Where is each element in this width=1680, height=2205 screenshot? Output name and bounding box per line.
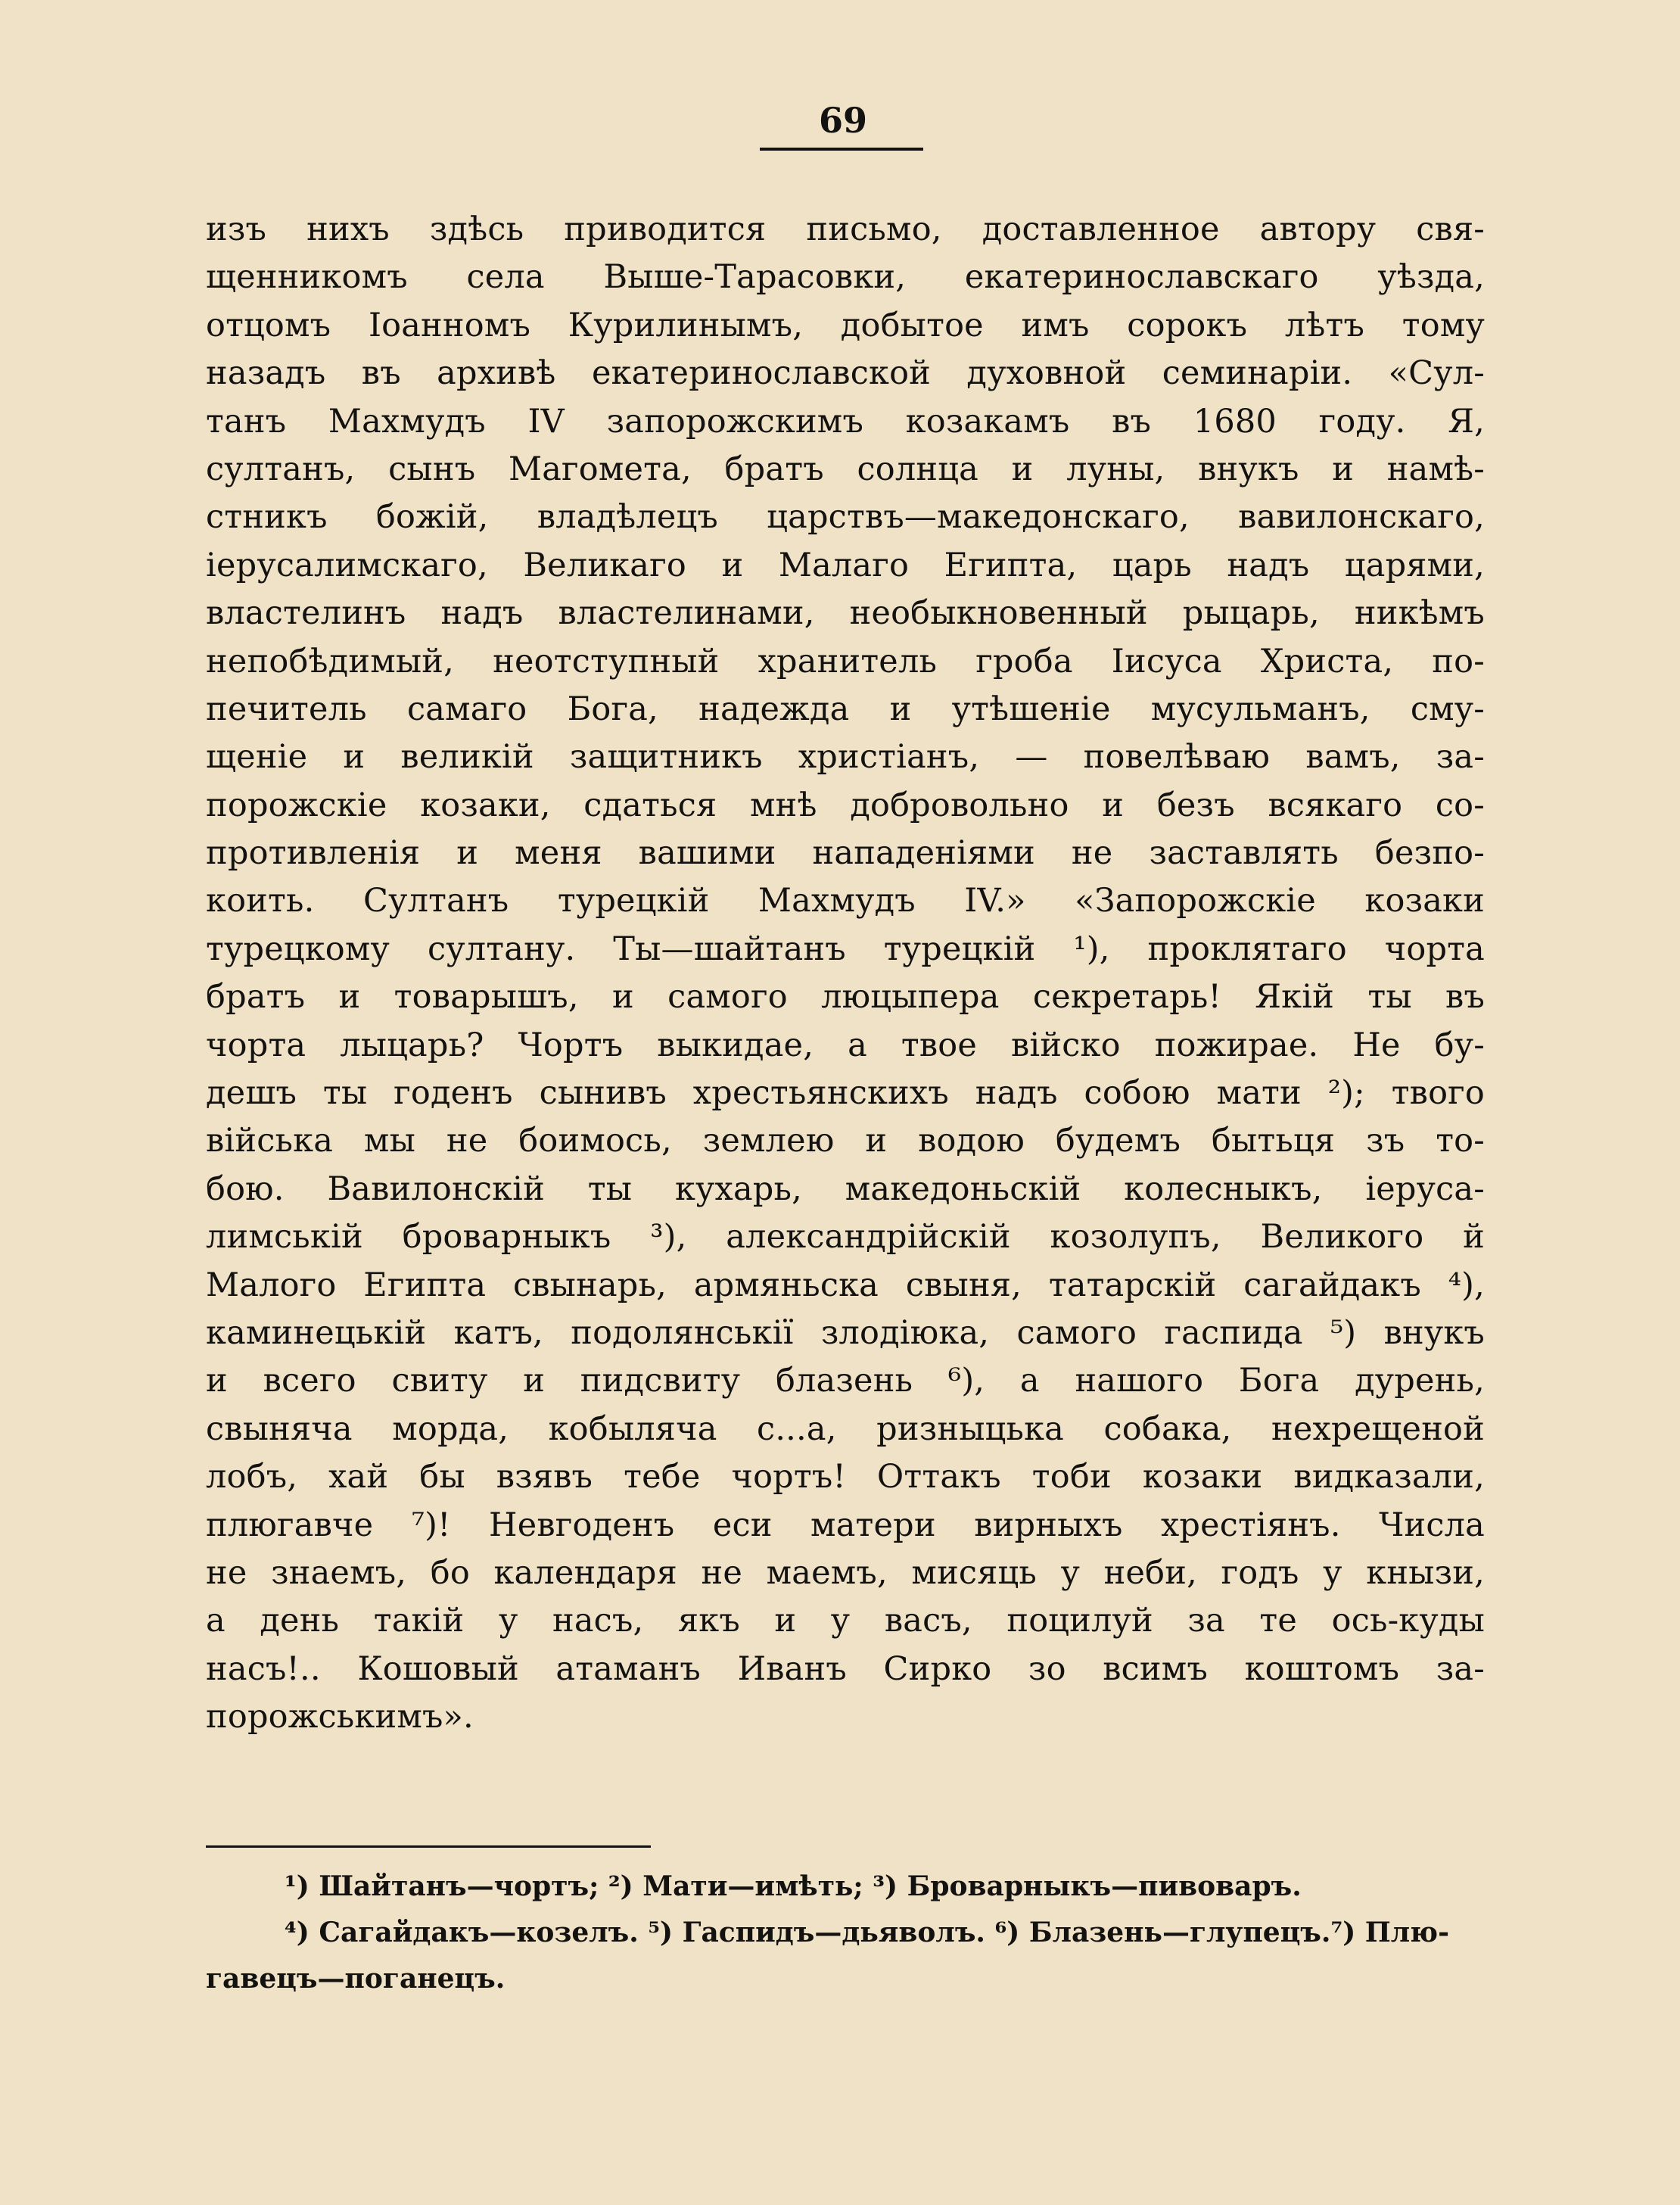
text-line: чорта лыцарь? Чортъ выкидае, а твое війско пожирае. Не бу-	[206, 1026, 1485, 1064]
text-line: турецкому султану. Ты—шайтанъ турецкій ¹), проклятаго чорта	[206, 930, 1485, 968]
text-line: отцомъ Іоанномъ Курилинымъ, добытое имъ сорокъ лѣтъ тому	[206, 306, 1485, 344]
text-line: плюгавче ⁷)! Невгоденъ еси матери вирныхъ хрестіянъ. Числа	[206, 1506, 1485, 1544]
text-line: щеніе и великій защитникъ христіанъ, — повелѣваю вамъ, за-	[206, 738, 1485, 777]
text-line: коить. Султанъ турецкій Махмудъ IV.» «Запорожскіе козаки	[206, 882, 1485, 920]
footnote-rule	[206, 1845, 651, 1848]
text-line: війська мы не боимось, землею и водою будемъ бытьця зъ то-	[206, 1122, 1485, 1160]
text-line: лимській броварныкъ ³), александрійскій козолупъ, Великого й	[206, 1218, 1485, 1257]
text-line: стникъ божій, владѣлецъ царствъ—македонскаго, вавилонскаго,	[206, 498, 1485, 537]
footnote-line: гавецъ—поганецъ.	[206, 1963, 506, 1995]
text-line: дешъ ты годенъ сынивъ хрестьянскихъ надъ собою мати ²); твого	[206, 1074, 1485, 1113]
text-line: свыняча морда, кобыляча с...а, ризныцька собака, нехрещеной	[206, 1409, 1485, 1448]
text-line: лобъ, хай бы взявъ тебе чортъ! Оттакъ тоби козаки видказали,	[206, 1458, 1485, 1496]
text-line: насъ!.. Кошовый атаманъ Иванъ Сирко зо всимъ коштомъ за-	[206, 1649, 1485, 1688]
text-line: щенникомъ села Выше-Тарасовки, екатеринославскаго уѣзда,	[206, 258, 1485, 297]
text-line: властелинъ надъ властелинами, необыкновенный рыцарь, никѣмъ	[206, 594, 1485, 633]
text-line: и всего свиту и пидсвиту блазень ⁶), а нашого Бога дурень,	[206, 1362, 1485, 1400]
text-line: а день такій у насъ, якъ и у васъ, поцилуй за те ось-куды	[206, 1602, 1485, 1640]
text-line: печитель самаго Бога, надежда и утѣшеніе мусульманъ, сму-	[206, 690, 1485, 728]
footnotes	[206, 1864, 1485, 2002]
text-line: порожськимъ».	[206, 1698, 474, 1736]
text-line: султанъ, сынъ Магомета, братъ солнца и луны, внукъ и намѣ-	[206, 450, 1485, 488]
page-number: 69	[818, 100, 867, 141]
page-number-rule	[760, 148, 923, 151]
text-line: каминецькій катъ, подолянськії злодіюка, самого гаспида ⁵) внукъ	[206, 1313, 1485, 1352]
text-line: непобѣдимый, неотступный хранитель гроба Іисуса Христа, по-	[206, 642, 1485, 680]
text-line: противленія и меня вашими нападеніями не заставлять безпо-	[206, 834, 1485, 873]
body-text	[206, 206, 1485, 1742]
text-line: порожскіе козаки, сдаться мнѣ добровольно и безъ всякаго со-	[206, 786, 1485, 824]
text-line: братъ и товарышъ, и самого люцыпера секретарь! Якій ты въ	[206, 978, 1485, 1017]
text-line: изъ нихъ здѣсь приводится письмо, доставленное автору свя-	[206, 210, 1485, 248]
text-line: назадъ въ архивѣ екатеринославской духовной семинаріи. «Сул-	[206, 354, 1485, 393]
text-line: бою. Вавилонскій ты кухарь, македоньскій колесныкъ, іеруса-	[206, 1169, 1485, 1208]
footnote-line: ⁴) Сагайдакъ—козелъ. ⁵) Гаспидъ—дьяволъ. ⁶) Блазень—глупецъ.⁷) Плю-	[285, 1917, 1450, 1948]
text-line: танъ Махмудъ IV запорожскимъ козакамъ въ 1680 году. Я,	[206, 402, 1485, 441]
footnote-line: ¹) Шайтанъ—чортъ; ²) Мати—имѣть; ³) Броварныкъ—пивоваръ.	[285, 1870, 1302, 1902]
text-line: іерусалимскаго, Великаго и Малаго Египта, царь надъ царями,	[206, 546, 1485, 584]
text-line: Малого Египта свынарь, армяньска свыня, татарскій сагайдакъ ⁴),	[206, 1266, 1485, 1304]
text-line: не знаемъ, бо календаря не маемъ, мисяць у неби, годъ у кнызи,	[206, 1553, 1485, 1592]
